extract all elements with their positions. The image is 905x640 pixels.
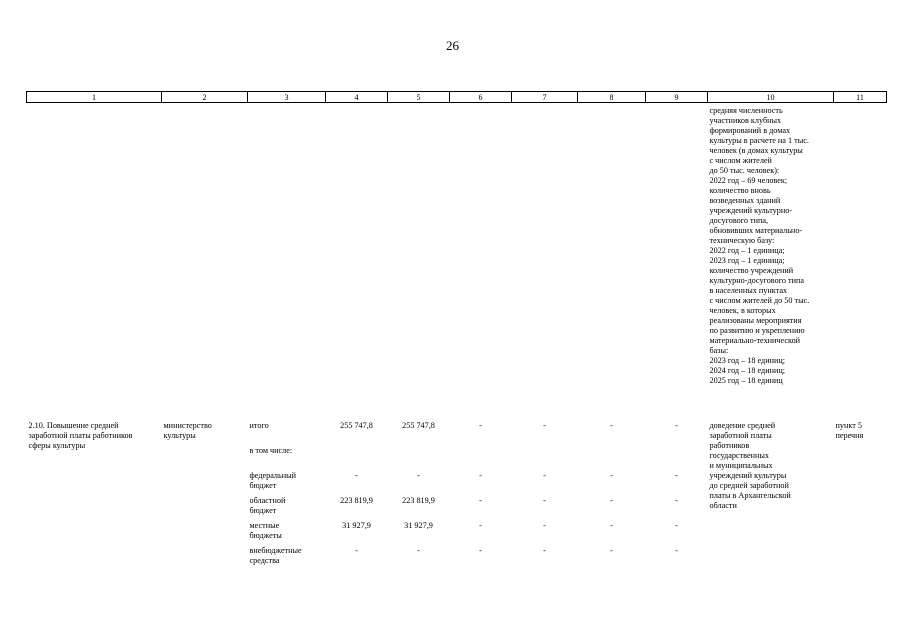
amount-value: 255 747,8 bbox=[340, 421, 373, 430]
page-number: 26 bbox=[446, 38, 459, 53]
column-number-row bbox=[27, 92, 887, 103]
source-label: итого bbox=[249, 421, 269, 430]
amount-value bbox=[580, 446, 644, 471]
amount-cell bbox=[578, 421, 646, 571]
amount-value: - bbox=[610, 521, 613, 530]
executor-cell bbox=[162, 421, 248, 571]
continuation-text: средняя численность участников клубных формирований в домах культуры в расчете на 1 тыс. человек (в домах культуры с числом жителей до 50 тыс. человек): 2022 год – 69 человек; количество вновь возведенных зданий учреждений культурно- досугового типа, обновивших материально- техническую базу: 2022 год – 1 единица; 2023 год – 1 единица; количество учреждений культурно-досугового типа в населенных пунктах с числом жителей до 50 тыс. человек, в которых реализованы мероприятия по развитию и укреплению материально-технической базы: 2023 год – 18 единиц; 2024 год – 18 единиц; 2025 год – 18 единиц bbox=[709, 106, 810, 385]
amount-value: - bbox=[675, 521, 678, 530]
amount-value bbox=[328, 446, 386, 471]
amount-value bbox=[514, 446, 576, 471]
amount-value: - bbox=[675, 421, 678, 430]
amount-value: - bbox=[355, 546, 358, 555]
source-label: в том числе: bbox=[249, 446, 293, 455]
continuation-cell bbox=[708, 103, 834, 422]
column-header: 5 bbox=[388, 92, 450, 103]
amount-value: - bbox=[675, 496, 678, 505]
amount-cell bbox=[646, 421, 708, 571]
amount-value: - bbox=[675, 471, 678, 480]
amount-value: 31 927,9 bbox=[404, 521, 433, 530]
amount-value: - bbox=[543, 496, 546, 505]
amount-value: 31 927,9 bbox=[342, 521, 371, 530]
source-label: областной бюджет bbox=[249, 496, 286, 515]
column-header: 7 bbox=[512, 92, 578, 103]
amount-cell bbox=[450, 421, 512, 571]
table-row bbox=[27, 421, 887, 571]
amount-value: 255 747,8 bbox=[402, 421, 435, 430]
amount-value: - bbox=[479, 546, 482, 555]
measure-name-cell bbox=[27, 421, 162, 571]
amount-value: - bbox=[543, 421, 546, 430]
amount-cell bbox=[326, 421, 388, 571]
amount-cell bbox=[512, 421, 578, 571]
amount-value: - bbox=[543, 546, 546, 555]
column-header: 4 bbox=[326, 92, 388, 103]
continuation-row bbox=[27, 103, 887, 422]
empty-cell bbox=[834, 103, 887, 422]
empty-cells bbox=[27, 103, 708, 422]
reference: пункт 5 перечня bbox=[835, 421, 864, 440]
column-header: 8 bbox=[578, 92, 646, 103]
amount-value: - bbox=[610, 496, 613, 505]
amount-value bbox=[390, 446, 448, 471]
amount-value: - bbox=[543, 471, 546, 480]
expected-result: доведение средней заработной платы работников государственных и муниципальных учреждений культуры до средней заработной платы в Архангельской области bbox=[709, 421, 791, 510]
amount-value bbox=[452, 446, 510, 471]
column-header: 9 bbox=[646, 92, 708, 103]
result-cell bbox=[708, 421, 834, 571]
column-header: 11 bbox=[834, 92, 887, 103]
source-label: федеральный бюджет bbox=[249, 471, 297, 490]
amount-value bbox=[648, 446, 706, 471]
executor: министерство культуры bbox=[163, 421, 212, 440]
amount-value: - bbox=[479, 471, 482, 480]
source-label: местные бюджеты bbox=[249, 521, 282, 540]
amount-value: - bbox=[610, 546, 613, 555]
amount-value: - bbox=[610, 421, 613, 430]
column-header: 10 bbox=[708, 92, 834, 103]
column-header: 3 bbox=[248, 92, 326, 103]
measure-name: 2.10. Повышение средней заработной платы работников сферы культуры bbox=[28, 421, 133, 450]
amount-cell bbox=[388, 421, 450, 571]
amount-value: - bbox=[417, 546, 420, 555]
amount-value: - bbox=[479, 521, 482, 530]
amount-value: 223 819,9 bbox=[402, 496, 435, 505]
program-table bbox=[26, 91, 887, 571]
amount-value: - bbox=[543, 521, 546, 530]
amount-value: 223 819,9 bbox=[340, 496, 373, 505]
amount-value: - bbox=[479, 496, 482, 505]
amount-value: - bbox=[355, 471, 358, 480]
source-cell bbox=[248, 421, 326, 571]
amount-value: - bbox=[479, 421, 482, 430]
reference-cell bbox=[834, 421, 887, 571]
column-header: 6 bbox=[450, 92, 512, 103]
amount-value: - bbox=[610, 471, 613, 480]
amount-value: - bbox=[675, 546, 678, 555]
column-header: 1 bbox=[27, 92, 162, 103]
column-header: 2 bbox=[162, 92, 248, 103]
amount-value: - bbox=[417, 471, 420, 480]
source-label: внебюджетные средства bbox=[249, 546, 302, 565]
